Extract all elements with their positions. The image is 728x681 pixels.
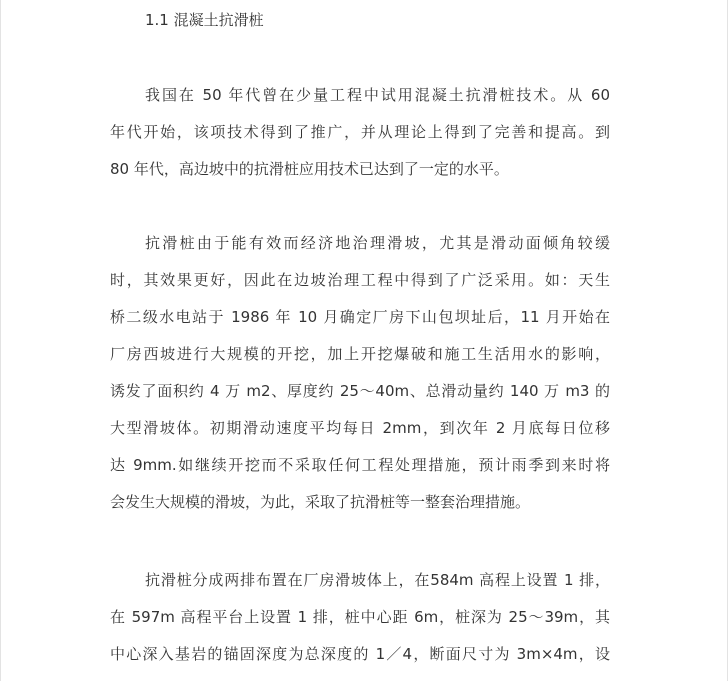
- paragraph-line: 中心深入基岩的锚固深度为总深度的 1／4，断面尺寸为 3m×4m，设: [110, 645, 610, 663]
- paragraph-2: [110, 231, 610, 527]
- paragraph-line: 80 年代，高边坡中的抗滑桩应用技术已达到了一定的水平。: [110, 160, 509, 178]
- paragraph-line: 厂房西坡进行大规模的开挖，加上开挖爆破和施工生活用水的影响，: [110, 345, 610, 363]
- paragraph-line: 抗滑桩分成两排布置在厂房滑坡体上，在584m 高程上设置 1 排，: [145, 571, 610, 589]
- section-heading: 1.1 混凝土抗滑桩: [145, 11, 264, 29]
- paragraph-line: 达 9mm.如继续开挖而不采取任何工程处理措施，预计雨季到来时将: [110, 456, 610, 474]
- paragraph-line: 桥二级水电站于 1986 年 10 月确定厂房下山包坝址后，11 月开始在: [110, 308, 610, 326]
- paragraph-line: 抗滑桩由于能有效而经济地治理滑坡，尤其是滑动面倾角较缓: [145, 234, 610, 252]
- paragraph-line: 会发生大规模的滑坡，为此，采取了抗滑桩等一整套治理措施。: [110, 493, 531, 511]
- paragraph-3: [110, 568, 610, 679]
- paragraph-line: 时，其效果更好，因此在边坡治理工程中得到了广泛采用。如：天生: [110, 271, 610, 289]
- paragraph-line: 在 597m 高程平台上设置 1 排，桩中心距 6m，桩深为 25～39m，其: [110, 608, 610, 626]
- paragraph-line: 大型滑坡体。初期滑动速度平均每日 2mm，到次年 2 月底每日位移: [110, 419, 610, 437]
- paragraph-1: [110, 83, 610, 194]
- paragraph-line: 年代开始，该项技术得到了推广，并从理论上得到了完善和提高。到: [110, 123, 610, 141]
- paragraph-line: 我国在 50 年代曾在少量工程中试用混凝土抗滑桩技术。从 60: [145, 86, 610, 104]
- paragraph-line: 诱发了面积约 4 万 m2、厚度约 25～40m、总滑动量约 140 万 m3 的: [110, 382, 610, 400]
